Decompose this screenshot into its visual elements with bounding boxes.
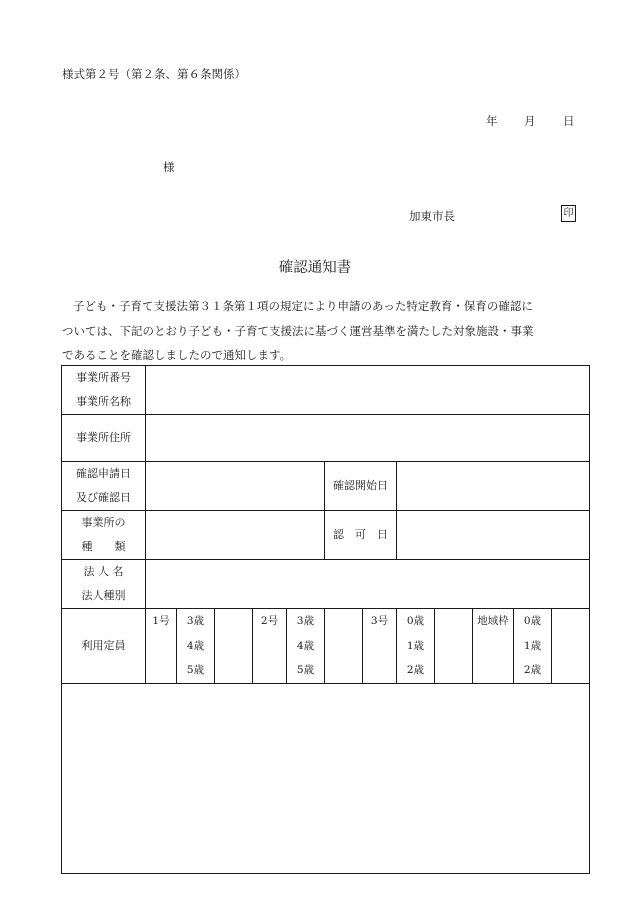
capacity-group-3-value[interactable] bbox=[435, 609, 473, 684]
capacity-group-3-name: 3号 bbox=[363, 609, 397, 684]
capacity-group-2-name: 2号 bbox=[253, 609, 287, 684]
age-label: 1歳 bbox=[406, 639, 425, 652]
issuer-name: 加東市長 bbox=[409, 209, 455, 223]
corporation-name-label: 法 人 名 bbox=[83, 565, 124, 578]
notice-body bbox=[62, 294, 588, 368]
application-date-label-line1: 確認申請日 bbox=[76, 467, 131, 480]
application-date-value[interactable] bbox=[146, 462, 325, 511]
office-type-label-line1: 事業所の bbox=[81, 516, 126, 529]
remarks-area[interactable] bbox=[62, 683, 590, 873]
capacity-group-1-ages bbox=[177, 609, 215, 684]
corporation-label bbox=[62, 560, 146, 609]
approval-date-value[interactable] bbox=[397, 511, 590, 560]
age-label: 0歳 bbox=[523, 615, 542, 627]
office-type-value[interactable] bbox=[146, 511, 325, 560]
capacity-group-4-ages bbox=[514, 609, 552, 684]
capacity-group-3-ages bbox=[397, 609, 435, 684]
capacity-group-4-value[interactable] bbox=[552, 609, 590, 684]
date-year-label: 年 bbox=[486, 114, 498, 128]
office-name-label: 事業所名称 bbox=[76, 395, 131, 408]
capacity-group-1-value[interactable] bbox=[215, 609, 253, 684]
office-number-name-label bbox=[62, 366, 146, 415]
capacity-group-4-name: 地域枠 bbox=[473, 609, 514, 684]
confirmation-table bbox=[61, 365, 590, 874]
age-label: 4歳 bbox=[296, 639, 315, 652]
application-date-label-line2: 及び確認日 bbox=[76, 491, 131, 504]
office-address-value[interactable] bbox=[146, 415, 590, 462]
age-label: 3歳 bbox=[296, 615, 315, 627]
confirmation-start-date-label: 確認開始日 bbox=[325, 462, 397, 511]
age-label: 1歳 bbox=[523, 639, 542, 652]
body-line: ついては、下記のとおり子ども・子育て支援法に基づく運営基準を満たした対象施設・事業 bbox=[62, 323, 534, 338]
body-line: 子ども・子育て支援法第３１条第１項の規定により申請のあった特定教育・保育の確認に bbox=[73, 299, 533, 313]
date-day-label: 日 bbox=[563, 114, 575, 128]
form-number-label: 様式第２号（第２条、第６条関係） bbox=[62, 67, 246, 81]
age-label: 0歳 bbox=[406, 615, 425, 627]
application-date-label bbox=[62, 462, 146, 511]
age-label: 2歳 bbox=[406, 664, 425, 676]
age-label: 2歳 bbox=[523, 664, 542, 676]
capacity-group-1-name: 1号 bbox=[146, 609, 177, 684]
capacity-group-2-ages bbox=[287, 609, 325, 684]
corporation-type-label: 法人種別 bbox=[81, 589, 126, 602]
office-number-label: 事業所番号 bbox=[76, 371, 131, 384]
age-label: 3歳 bbox=[186, 615, 205, 627]
capacity-label: 利用定員 bbox=[62, 609, 146, 684]
office-address-label: 事業所住所 bbox=[62, 415, 146, 462]
corporation-value[interactable] bbox=[146, 560, 590, 609]
age-label: 5歳 bbox=[186, 664, 205, 676]
office-type-label-line2: 種 類 bbox=[81, 540, 126, 553]
recipient-honorific: 様 bbox=[163, 160, 175, 174]
approval-date-label: 認 可 日 bbox=[325, 511, 397, 560]
capacity-group-2-value[interactable] bbox=[325, 609, 363, 684]
date-month-label: 月 bbox=[524, 114, 536, 128]
confirmation-start-date-value[interactable] bbox=[397, 462, 590, 511]
office-number-name-value[interactable] bbox=[146, 366, 590, 415]
body-line: であることを確認しましたので通知します。 bbox=[62, 348, 292, 362]
seal-mark: 印 bbox=[561, 205, 576, 222]
document-title: 確認通知書 bbox=[278, 260, 352, 276]
office-type-label bbox=[62, 511, 146, 560]
age-label: 4歳 bbox=[186, 639, 205, 652]
age-label: 5歳 bbox=[296, 664, 315, 676]
